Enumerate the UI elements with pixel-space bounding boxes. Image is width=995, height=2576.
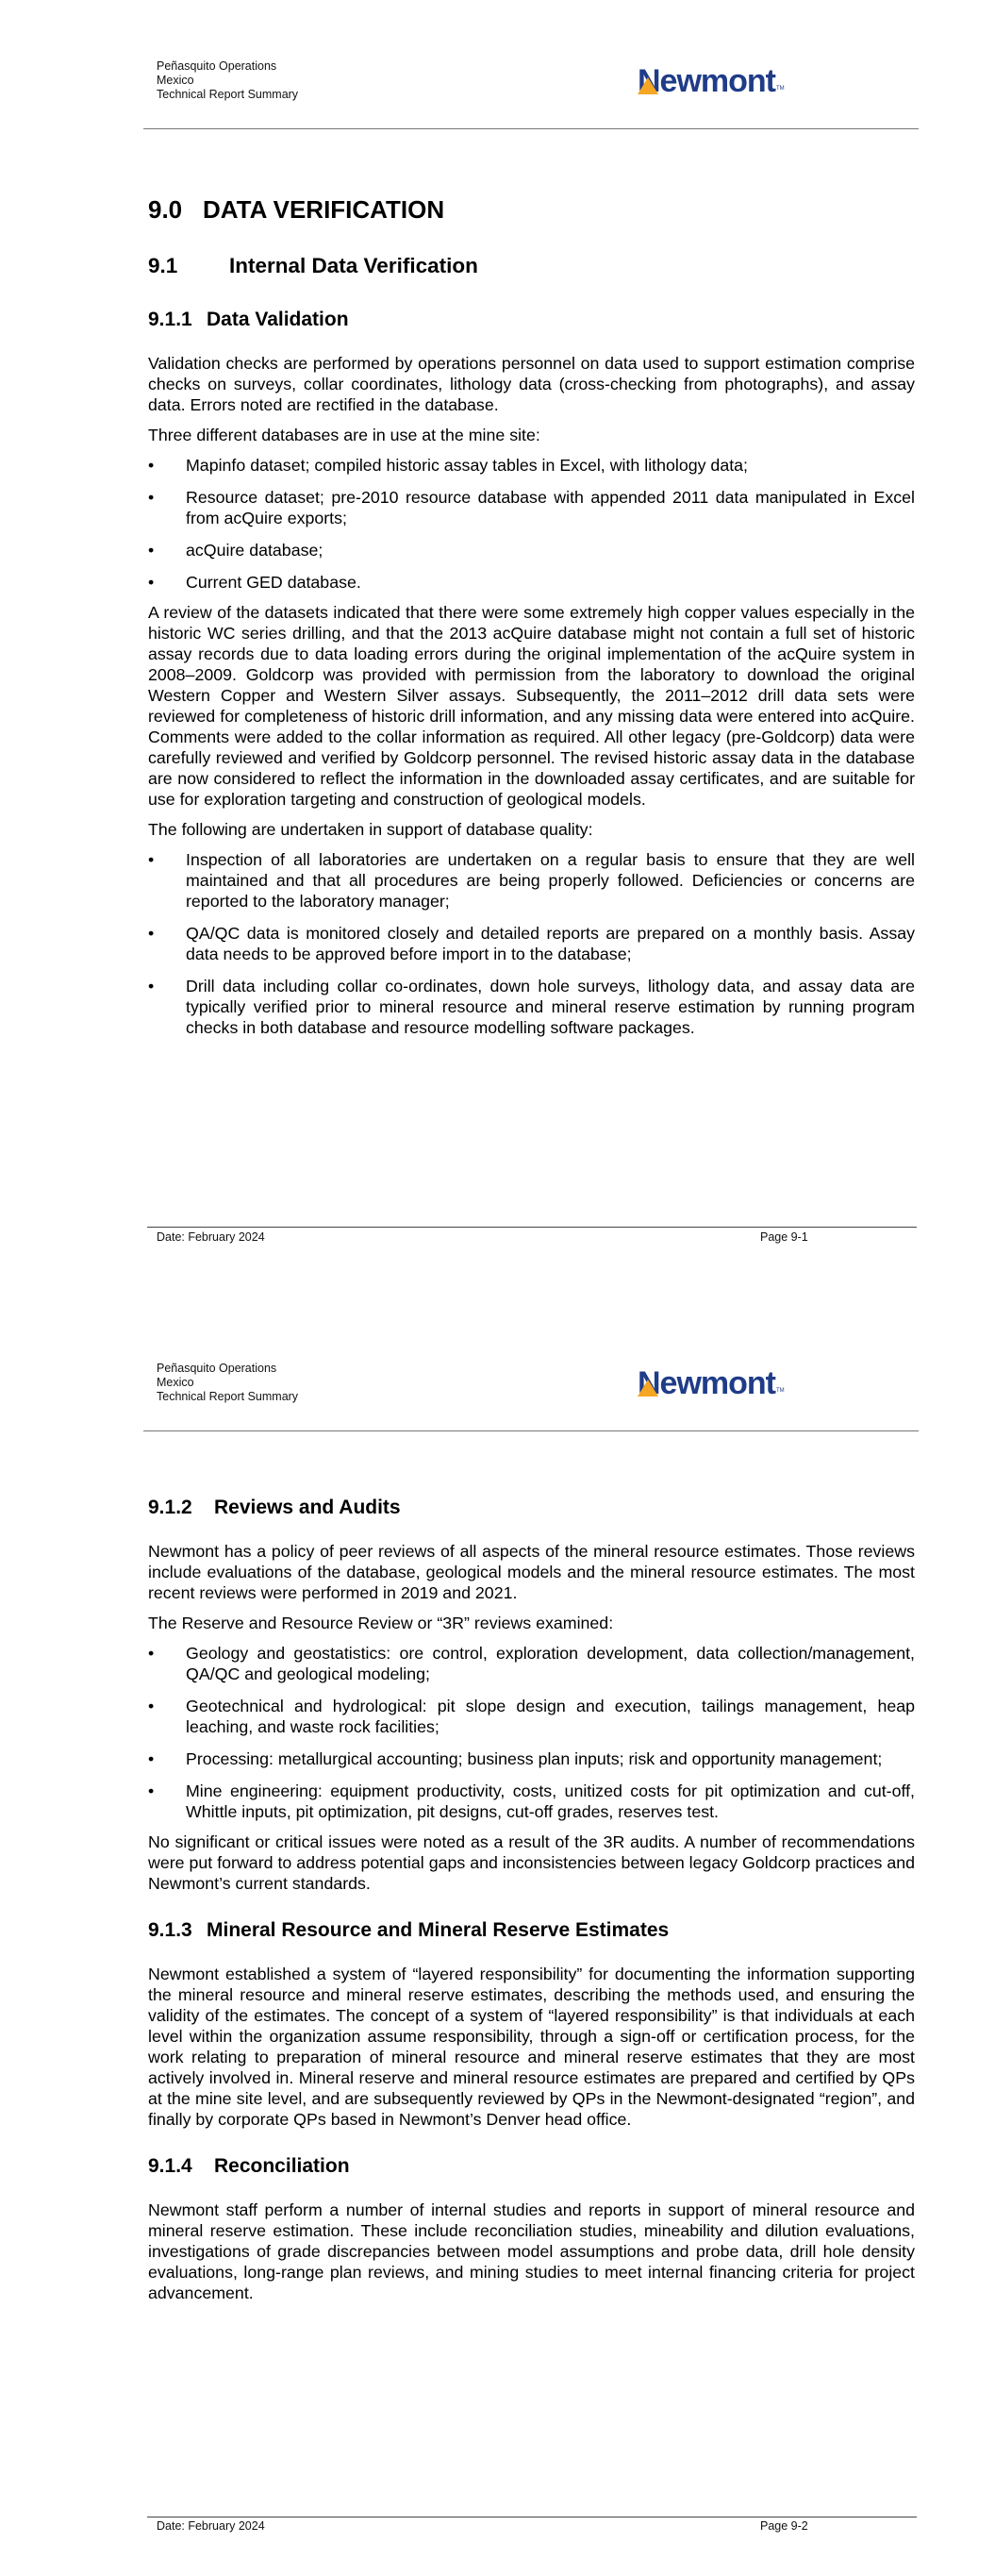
list-item: • Geology and geostatistics: ore control, exploration development, data collection/management, QA/QC and geological modeling; — [148, 1644, 915, 1683]
paragraph-peer-reviews: Newmont has a policy of peer reviews of all aspects of the mineral resource estimates. Those reviews include evaluations of the database, geological models and the mineral resource estimates. The most recent reviews were performed in 2019 and 2021. — [148, 1542, 915, 1602]
list-item: • Processing: metallurgical accounting; business plan inputs; risk and opportunity management; — [148, 1749, 883, 1768]
page-1-content — [148, 194, 915, 1038]
footer-page-number: Page 9-2 — [760, 2519, 808, 2533]
bullet-icon: • — [148, 977, 155, 995]
heading-number: 9.1.3 — [148, 1919, 192, 1941]
section-heading-9-0 — [148, 194, 915, 225]
header-line-report: Technical Report Summary — [157, 88, 299, 101]
bullet-icon: • — [148, 541, 155, 560]
bullet-icon: • — [148, 1644, 155, 1663]
paragraph-3r-results: No significant or critical issues were noted as a result of the 3R audits. A number of recommendations were put forward to address potential gaps and inconsistencies between legacy Goldcorp practices and Newmont’s current standards. — [148, 1832, 915, 1893]
heading-title: Reviews and Audits — [214, 1497, 401, 1518]
heading-title: Internal Data Verification — [229, 254, 478, 277]
section-heading-9-1-3 — [148, 1918, 915, 1943]
bullet-icon: • — [148, 1697, 155, 1715]
paragraph-dataset-review: A review of the datasets indicated that there were some extremely high copper values especially in the historic WC series drilling, and that the 2013 acQuire database might not contain a full set of historic assay records due to data loading errors during the original implementation of the acQuire system in 2008–2009. Goldcorp was provided with permission from the laboratory to download the original Western Copper and Western Silver assays. Subsequently, the 2011–2012 drill data sets were reviewed for completeness of historic drill information, and any missing data were entered into acQuire. Comments were added to the collar information as required. All other legacy (pre-Goldcorp) data were carefully reviewed and verified by Goldcorp personnel. The revised historic assay data in the database are now considered to reflect the information in the downloaded assay certificates, and are suitable for use for exploration targeting and construction of geological models. — [148, 603, 915, 809]
heading-number: 9.1.1 — [148, 309, 192, 330]
heading-title: Data Validation — [207, 309, 349, 330]
logo-triangle-icon — [638, 1380, 658, 1397]
quality-list — [148, 849, 915, 1038]
3r-reviews-list — [148, 1643, 915, 1822]
page-header-text — [157, 59, 298, 102]
page-header-text — [157, 1362, 298, 1404]
list-item: • Inspection of all laboratories are undertaken on a regular basis to ensure that they are well maintained and that all procedures are being properly followed. Deficiencies or concerns are reported to the laboratory manager; — [148, 850, 915, 911]
paragraph-databases-intro: Three different databases are in use at the mine site: — [148, 426, 540, 444]
heading-title: Reconciliation — [214, 2155, 350, 2177]
bullet-icon: • — [148, 850, 155, 869]
logo-trademark: TM — [776, 86, 785, 92]
bullet-icon: • — [148, 1749, 155, 1768]
bullet-icon: • — [148, 1781, 155, 1800]
section-heading-9-1 — [148, 253, 915, 279]
page-2-content — [148, 1496, 915, 2303]
footer-page-number: Page 9-1 — [760, 1230, 808, 1244]
paragraph-3r-intro: The Reserve and Resource Review or “3R” reviews examined: — [148, 1614, 614, 1632]
list-item: • acQuire database; — [148, 541, 323, 560]
footer-divider — [147, 1227, 917, 1228]
list-item: • Drill data including collar co-ordinates, down hole surveys, lithology data, and assay data are typically verified prior to mineral resource and mineral reserve estimation by running program checks in both database and resource modelling software packages. — [148, 977, 915, 1037]
heading-number: 9.0 — [148, 195, 183, 224]
logo-wordmark — [638, 64, 775, 98]
heading-title: DATA VERIFICATION — [203, 195, 445, 224]
bullet-icon: • — [148, 573, 155, 592]
header-line-report: Technical Report Summary — [157, 1390, 299, 1403]
newmont-logo — [638, 60, 785, 98]
bullet-icon: • — [148, 488, 155, 507]
heading-number: 9.1.4 — [148, 2155, 192, 2177]
logo-text: Newmont — [638, 63, 775, 99]
page-2 — [0, 1288, 995, 2576]
logo-text: Newmont — [638, 1365, 775, 1401]
list-item: • Geotechnical and hydrological: pit slope design and execution, tailings management, heap leaching, and waste rock facilities; — [148, 1697, 915, 1736]
header-line-operations: Peñasquito Operations — [157, 1362, 277, 1375]
section-heading-9-1-2 — [148, 1496, 915, 1520]
header-divider — [143, 1430, 919, 1431]
bullet-icon: • — [148, 456, 155, 475]
section-heading-9-1-1 — [148, 308, 915, 332]
databases-list — [148, 455, 915, 593]
list-item: • QA/QC data is monitored closely and detailed reports are prepared on a monthly basis. Assay data needs to be approved before import in to the database; — [148, 924, 915, 963]
header-divider — [143, 128, 919, 129]
section-heading-9-1-4 — [148, 2154, 915, 2179]
heading-title: Mineral Resource and Mineral Reserve Estimates — [207, 1919, 670, 1941]
list-item: • Current GED database. — [148, 573, 361, 592]
paragraph-reconciliation: Newmont staff perform a number of internal studies and reports in support of mineral resource and mineral reserve estimation. These include reconciliation studies, mineability and dilution evaluations, investigations of grade discrepancies between model assumptions and probe data, drill hole density evaluations, long-range plan reviews, and mining studies to meet internal financing criteria for project advancement. — [148, 2200, 915, 2302]
header-line-country: Mexico — [157, 1376, 194, 1389]
list-item: • Mine engineering: equipment productivity, costs, unitized costs for pit optimization and cut-off, Whittle inputs, pit optimization, pit designs, cut-off grades, reserves test. — [148, 1781, 915, 1821]
paragraph-validation: Validation checks are performed by operations personnel on data used to support estimation comprise checks on surveys, collar coordinates, lithology data (cross-checking from photographs), and assay data. Errors noted are rectified in the database. — [148, 354, 915, 414]
logo-trademark: TM — [776, 1388, 785, 1394]
footer-date: Date: February 2024 — [157, 1230, 265, 1244]
header-line-country: Mexico — [157, 74, 194, 87]
logo-triangle-icon — [638, 77, 658, 94]
heading-number: 9.1.2 — [148, 1497, 192, 1518]
paragraph-layered-responsibility: Newmont established a system of “layered responsibility” for documenting the information supporting the mineral resource and mineral reserve estimates, describing the methods used, and ensuring the validity of the estimates. The concept of a system of “layered responsibility” is that individuals at each level within the organization assume responsibility, through a sign-off or certification process, for the work relating to preparation of mineral resource and mineral reserve estimates that they are most actively involved in. Mineral reserve and mineral resource estimates are prepared and certified by QPs at the mine site level, and are subsequently reviewed by QPs in the Newmont-designated “region”, and finally by corporate QPs based in Newmont’s Denver head office. — [148, 1965, 915, 2129]
bullet-icon: • — [148, 924, 155, 943]
newmont-logo — [638, 1363, 785, 1400]
heading-number: 9.1 — [148, 254, 178, 277]
list-item: • Resource dataset; pre-2010 resource database with appended 2011 data manipulated in Excel from acQuire exports; — [148, 488, 915, 527]
header-line-operations: Peñasquito Operations — [157, 59, 277, 73]
footer-date: Date: February 2024 — [157, 2519, 265, 2533]
logo-wordmark — [638, 1366, 775, 1400]
paragraph-quality-intro: The following are undertaken in support of database quality: — [148, 820, 593, 839]
list-item: • Mapinfo dataset; compiled historic assay tables in Excel, with lithology data; — [148, 456, 748, 475]
